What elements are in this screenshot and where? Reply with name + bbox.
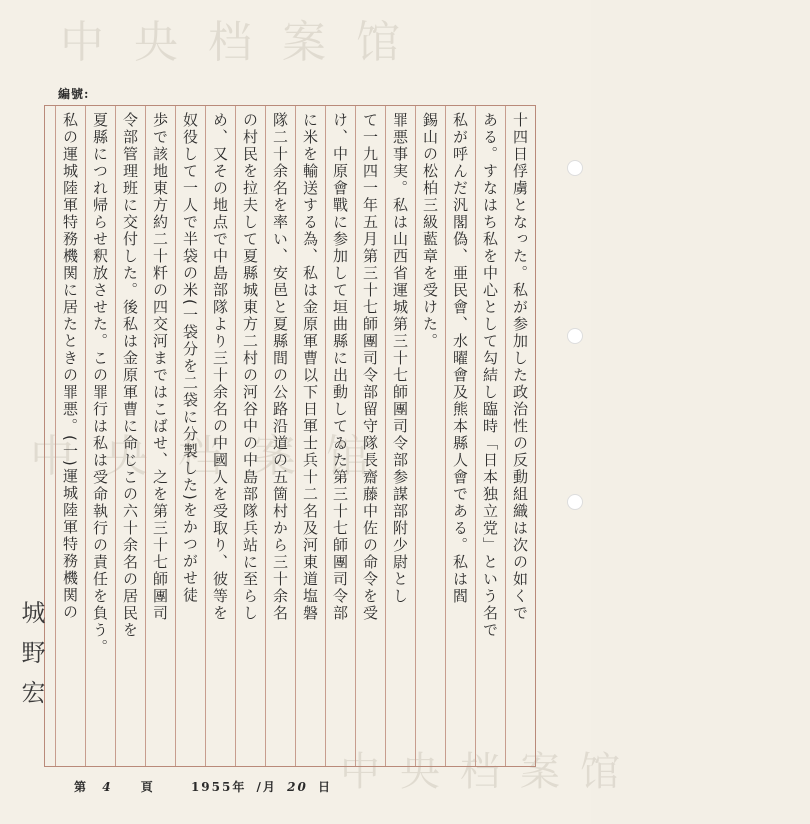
text-column-13: 歩で該地東方約二十粁の四交河まではこばせ、之を第三十七師團司 — [145, 106, 175, 766]
text-column-2: ある。すなはち私を中心として勾結し臨時「日本独立党」という名で — [475, 106, 505, 766]
binder-hole — [567, 494, 583, 510]
text-column-4: 錫山の松柏三級藍章を受けた。 — [415, 106, 445, 766]
text-column-15: 夏縣につれ帰らせ釈放させた。この罪行は私は受命執行の責任を負う。 — [85, 106, 115, 766]
binder-hole — [567, 160, 583, 176]
text-column-14: 令部管理班に交付した。後私は金原軍曹に命じこの六十余名の居民を — [115, 106, 145, 766]
archive-watermark: 中央档案馆 — [60, 17, 430, 68]
text-column-1: 十四日俘虜となった。私が参加した政治性の反動組織は次の如くで — [505, 106, 535, 766]
date-month: /月 — [256, 780, 277, 794]
page-number: 4 — [102, 780, 113, 794]
author-signature: 城野宏 — [17, 600, 45, 720]
text-column-7: け、中原會戰に参加して垣曲縣に出動してゐた第三十七師團司令部 — [325, 106, 355, 766]
text-column-12: 奴役して一人で半袋の米(一袋分を二袋に分製した)をかつがせ徒 — [175, 106, 205, 766]
binder-hole — [567, 328, 583, 344]
text-column-10: の村民を拉夫して夏縣城東方二村の河谷中の中島部隊兵站に至らし — [235, 106, 265, 766]
serial-number-label: 編號: — [58, 87, 90, 101]
date-day-suffix: 日 — [318, 780, 333, 794]
date-year: 1955年 — [190, 780, 247, 794]
text-column-8: に米を輸送する為、私は金原軍曹以下日軍士兵十二名及河東道塩磐 — [295, 106, 325, 766]
text-column-9: 隊二十余名を率い、安邑と夏縣間の公路沿道の五箇村から三十余名 — [265, 106, 295, 766]
page-suffix: 頁 — [140, 780, 155, 794]
page-footer — [74, 778, 332, 795]
text-column-5: 罪悪事実。私は山西省運城第三十七師團司令部参謀部附少尉とし — [385, 106, 415, 766]
text-column-6: て一九四一年五月第三十七師團司令部留守隊長齋藤中佐の命令を受 — [355, 106, 385, 766]
manuscript-grid — [44, 105, 536, 767]
text-column-16: 私の運城陸軍特務機関に居たときの罪悪。(一)運城陸軍特務機関の — [55, 106, 85, 766]
archive-watermark-2: 中央档案馆 — [30, 431, 400, 482]
page-prefix: 第 — [74, 780, 89, 794]
text-column-3: 私が呼んだ汎閣偽、亜民會、水曜會及熊本縣人會である。私は閻 — [445, 106, 475, 766]
date-day: 20 — [287, 780, 308, 794]
text-column-11: め、又その地点で中島部隊より三十余名の中國人を受取り、彼等を — [205, 106, 235, 766]
archive-watermark-3: 中央档案馆 — [340, 749, 640, 795]
